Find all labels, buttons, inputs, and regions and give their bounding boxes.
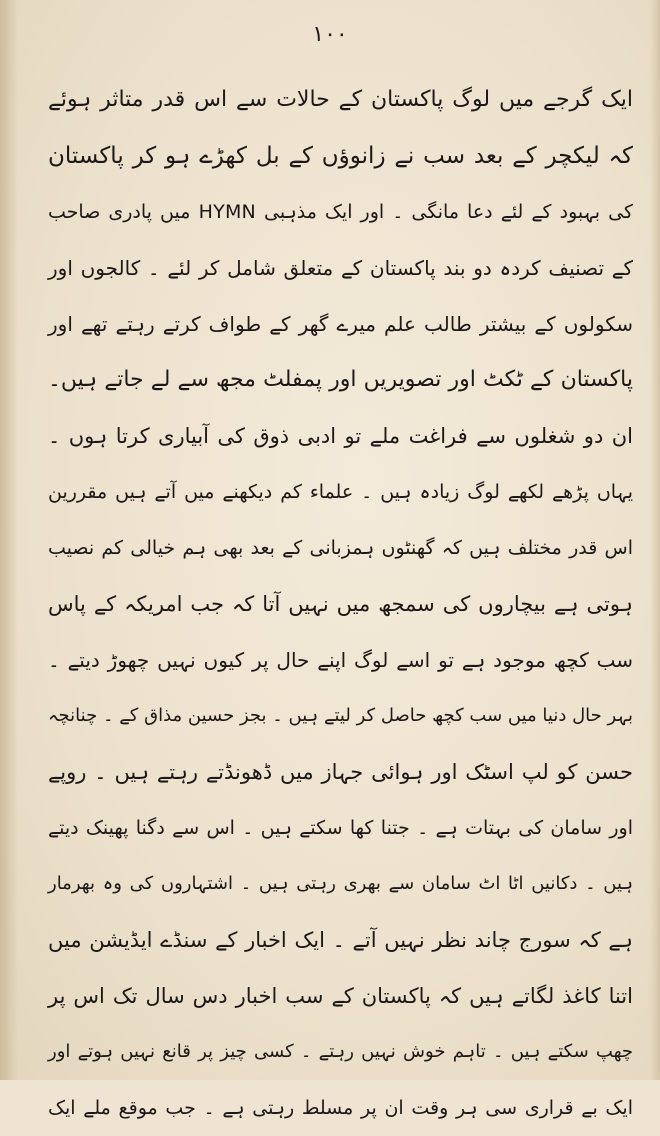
text-line-15: ہیں ۔ دکانیں اٹا اٹ سامان سے بھری رہتی ہیں ۔ اشتہاروں کی وہ بھرمار bbox=[48, 873, 633, 894]
text-line-14: اور سامان کی بہتات ہے ۔ جتنا کھا سکتے ہیں ۔ اس سے دگنا پھینک دیتے bbox=[48, 817, 633, 839]
text-line-1: ایک گرجے میں لوگ پاکستان کے حالات سے اس قدر متاثر ہوئے bbox=[48, 87, 633, 112]
text-line-9: اس قدر مختلف ہیں کہ گھنٹوں ہمزبانی کے بعد بھی ہم خیالی کم نصیب bbox=[48, 537, 633, 559]
text-line-18: چھپ سکتے ہیں ۔ تاہم خوش نہیں رہتے ۔ کسی چیز پر قانع نہیں ہوتے اور bbox=[48, 1041, 633, 1062]
text-line-8: یہاں پڑھے لکھے لوگ زیادہ ہیں ۔ علماء کم دیکھنے میں آتے ہیں مقررین bbox=[48, 481, 633, 503]
text-line-16: ہے کہ سورج چاند نظر نہیں آتے ۔ ایک اخبار کے سنڈے ایڈیشن میں bbox=[48, 928, 633, 952]
page-right-edge-shadow bbox=[650, 0, 660, 1080]
body-text bbox=[48, 72, 633, 1136]
text-line-13: حسن کو لپ اسٹک اور ہوائی جہاز میں ڈھونڈتے رہتے ہیں ۔ روپے bbox=[48, 760, 633, 784]
page-number: ۱۰۰ bbox=[312, 22, 348, 47]
text-line-17: اتنا کاغذ لگاتے ہیں کہ پاکستان کے سب اخبار دس سال تک اس پر bbox=[48, 984, 633, 1008]
text-line-6: پاکستان کے ٹکٹ اور تصویریں اور پمفلٹ مجھ سے لے جاتے ہیں۔ bbox=[48, 367, 633, 392]
text-line-2: کہ لیکچر کے بعد سب نے زانوؤں کے بل کھڑے ہو کر پاکستان bbox=[48, 143, 633, 169]
text-line-19: ایک بے قراری سی ہر وقت ان پر مسلط رہتی ہے ۔ جب موقع ملے ایک bbox=[48, 1097, 633, 1119]
page-left-edge-shadow bbox=[0, 0, 18, 1080]
text-line-5: سکولوں کے بیشتر طالب علم میرے گھر کے طواف کرتے رہتے تھے اور bbox=[48, 312, 633, 336]
text-line-11: سب کچھ موجود ہے تو اسے لوگ اپنے حال پر کیوں نہیں چھوڑ دیتے ۔ bbox=[48, 648, 633, 672]
text-line-3: کی بہبود کے لئے دعا مانگی ۔ اور ایک مذہبی HYMN میں پادری صاحب bbox=[48, 201, 634, 223]
text-line-10: ہوتی ہے بیچاروں کی سمجھ میں نہیں آتا کہ جب امریکہ کے پاس bbox=[48, 592, 633, 616]
text-line-12: بہر حال دنیا میں سب کچھ حاصل کر لیتے ہیں ۔ بجز حسین مذاق کے ۔ چنانچہ bbox=[48, 705, 633, 726]
text-line-7: ان دو شغلوں سے فراغت ملے تو ادبی ذوق کی آبیاری کرتا ہوں ۔ bbox=[48, 424, 633, 448]
text-line-4: کے تصنیف کردہ دو بند پاکستان کے متعلق شامل کر لئے ۔ کالجوں اور bbox=[48, 256, 633, 280]
